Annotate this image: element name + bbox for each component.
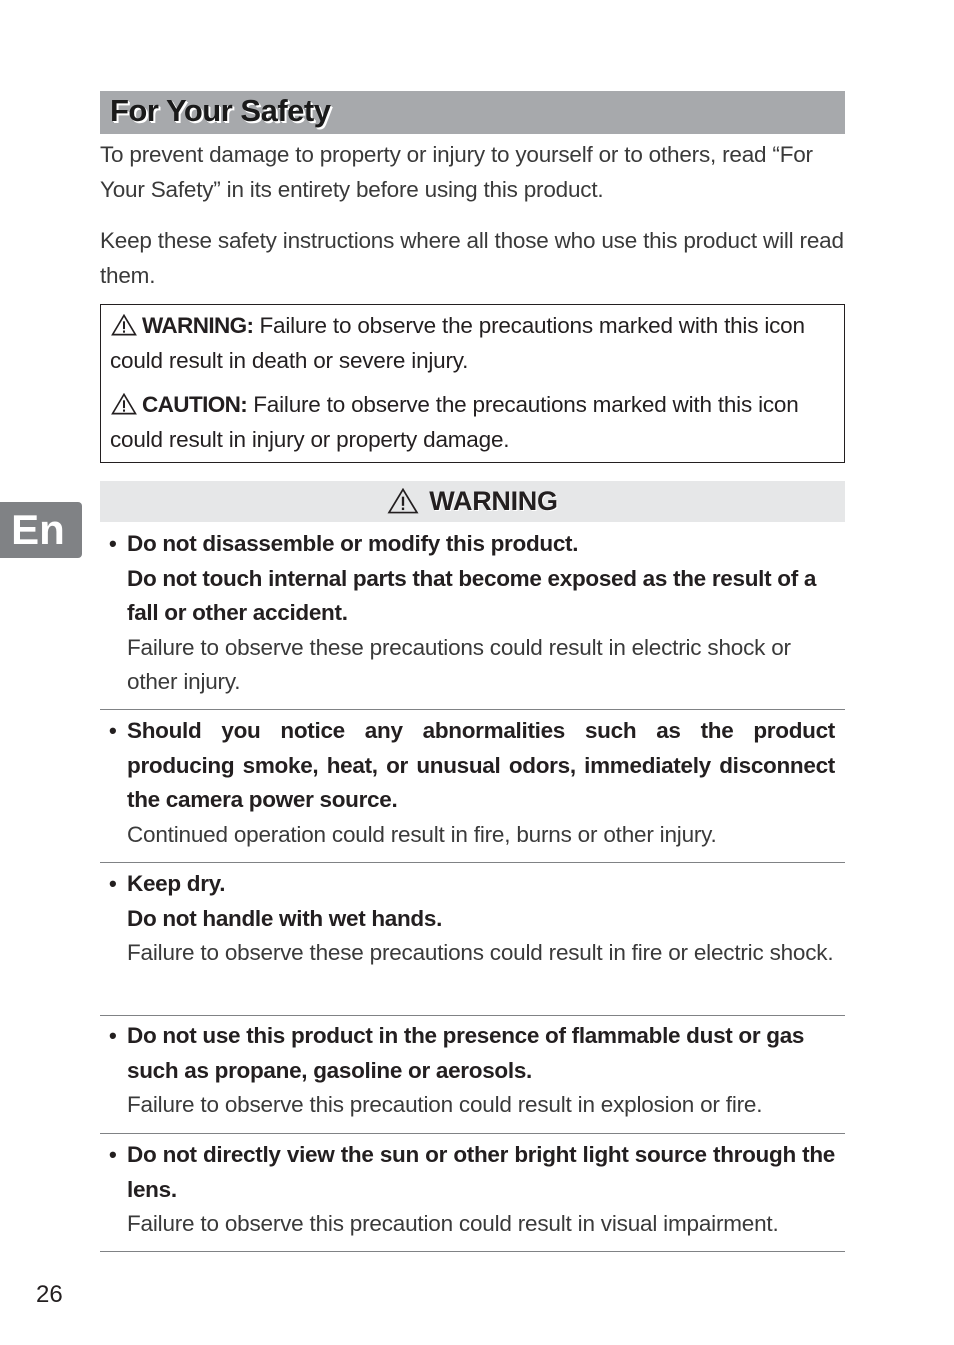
warning-item-instruction: Do not disassemble or modify this product.: [127, 531, 579, 556]
item-divider: [100, 1133, 845, 1134]
section-title-bar: [100, 91, 845, 134]
warning-item: [100, 714, 845, 863]
warning-item-body: [127, 1019, 835, 1123]
warning-item: [100, 867, 845, 1016]
legend-warning-term: WARNING:: [142, 313, 254, 338]
warning-triangle-icon: [110, 314, 138, 336]
bullet: •: [109, 871, 117, 896]
warning-item-body: [127, 527, 835, 700]
legend-warning: [110, 309, 830, 378]
bullet: •: [109, 1023, 117, 1048]
section-title: For Your Safety: [110, 93, 331, 128]
warning-item: [100, 1138, 845, 1253]
bullet: •: [109, 1142, 117, 1167]
warning-item: [100, 527, 845, 710]
warning-item-instruction: Do not use this product in the presence of flammable dust or gas such as propane, gasoline or aerosols.: [127, 1023, 805, 1083]
symbol-legend-box: [100, 304, 845, 463]
warning-item-consequence: Failure to observe these precautions could result in electric shock or other injury.: [127, 634, 791, 694]
warning-item-instruction: Should you notice any abnormalities such as the product producing smoke, heat, or unusual odors, immediately disconnect the camera power source.: [127, 718, 835, 812]
warning-item-consequence: Failure to observe this precaution could result in explosion or fire.: [127, 1092, 763, 1117]
warning-item-instruction: Keep dry.: [127, 871, 226, 896]
intro-paragraph: To prevent damage to property or injury to yourself or to others, read “For Your Safety” in its entirety before using this product.: [100, 142, 813, 202]
bullet: •: [109, 531, 117, 556]
legend-caution-text: Failure to observe the precautions marked with this icon could result in injury or property damage.: [110, 392, 799, 452]
warning-item-body: [127, 714, 835, 852]
warning-item-consequence: Continued operation could result in fire, burns or other injury.: [127, 821, 717, 847]
warning-item-body: [127, 1138, 835, 1242]
item-divider: [100, 1251, 845, 1252]
warning-item: [100, 1019, 845, 1134]
warning-item-body: [127, 867, 835, 971]
warning-item-instruction: Do not directly view the sun or other bright light source through the lens.: [127, 1142, 835, 1202]
warning-header-bar: [100, 481, 845, 522]
warning-triangle-icon: [110, 393, 138, 415]
language-tab-label: En: [11, 506, 65, 553]
legend-warning-text: Failure to observe the precautions marked with this icon could result in death or severe injury.: [110, 313, 805, 373]
warning-item-instruction: Do not touch internal parts that become exposed as the result of a fall or other accident.: [127, 565, 817, 625]
legend-caution: [110, 388, 830, 457]
page-number: 26: [36, 1281, 63, 1308]
warning-triangle-icon: [387, 488, 419, 514]
warning-header: [387, 481, 557, 522]
warning-item-consequence: Failure to observe these precautions could result in fire or electric shock.: [127, 940, 834, 965]
item-divider: [100, 862, 845, 863]
language-tab: [0, 502, 82, 558]
bullet: •: [109, 718, 117, 743]
intro-paragraph: Keep these safety instructions where all those who use this product will read them.: [100, 228, 844, 288]
warning-item-instruction: Do not handle with wet hands.: [127, 905, 443, 931]
warning-header-label: WARNING: [429, 486, 558, 516]
item-divider: [100, 709, 845, 710]
warning-item-consequence: Failure to observe this precaution could result in visual impairment.: [127, 1211, 779, 1236]
item-divider: [100, 1015, 845, 1016]
legend-caution-term: CAUTION:: [142, 392, 248, 417]
